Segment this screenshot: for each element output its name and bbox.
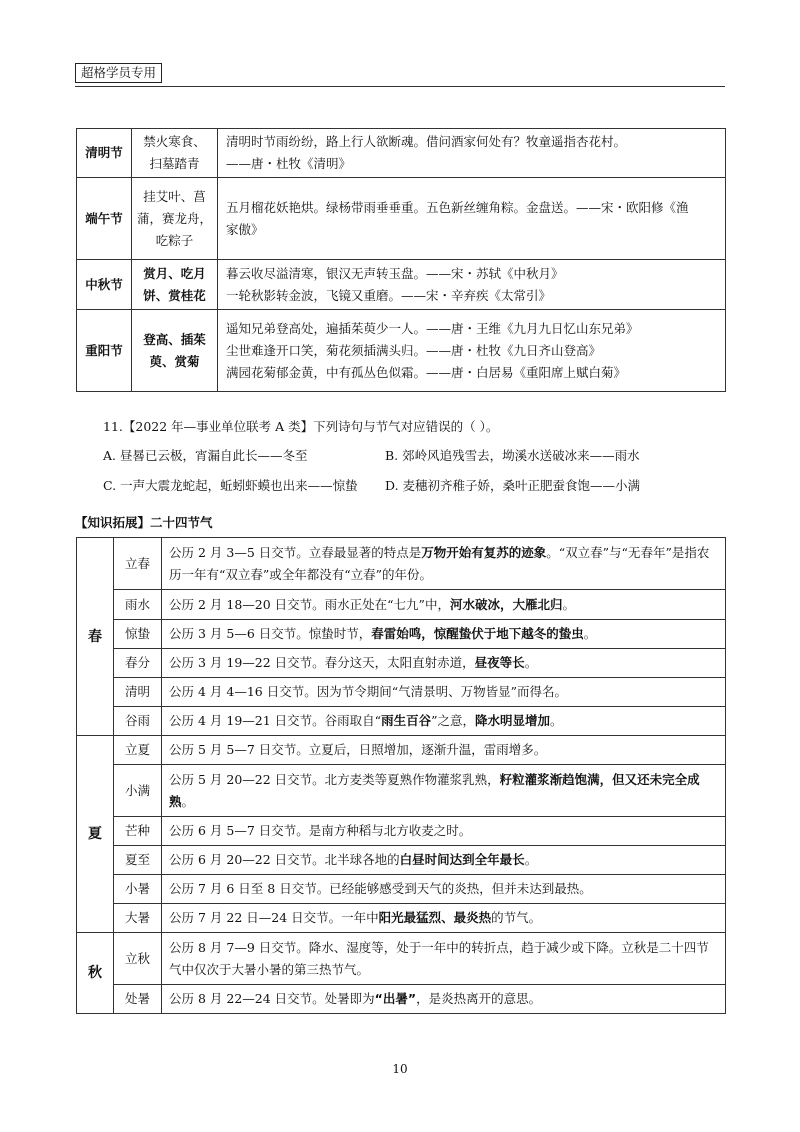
header-tag: 超格学员专用 [75, 63, 162, 83]
solar-term-row [77, 620, 726, 649]
poem-line: 满园花菊郁金黄，中有孤丛色似霜。——唐・白居易《重阳席上赋白菊》 [226, 364, 627, 380]
description-text: 的节气。 [491, 910, 542, 925]
festival-poems [218, 129, 726, 178]
highlight-text: 河水破冰，大雁北归 [449, 596, 563, 612]
highlight-text: 阳光最猛烈、最炎热 [378, 910, 492, 925]
festival-customs [132, 129, 218, 178]
poem-line: 遥知兄弟登高处，遍插茱萸少一人。——唐・王维《九月九日忆山东兄弟》 [226, 320, 639, 336]
solar-term-description [162, 620, 726, 649]
festival-row [77, 178, 726, 260]
option-a: A. 昼晷已云极，宵漏自此长——冬至 [103, 448, 308, 463]
festival-table [76, 128, 726, 392]
solar-term-row [77, 817, 726, 846]
solar-term-name: 小满 [114, 765, 162, 817]
solar-term-description [162, 765, 726, 817]
custom-line: 蒲，赛龙舟， [136, 210, 212, 226]
solar-term-name: 雨水 [114, 590, 162, 620]
description-text: 。 [524, 852, 538, 867]
solar-term-name: 处暑 [114, 985, 162, 1014]
poem-line: 家傲》 [226, 221, 264, 237]
custom-line: 吃粽子 [155, 232, 194, 248]
poem-line: ——唐・杜牧《清明》 [226, 156, 352, 171]
solar-term-row [77, 736, 726, 765]
festival-row [77, 260, 726, 310]
solar-term-row [77, 649, 726, 678]
custom-line: 萸、赏菊 [149, 353, 200, 369]
solar-term-row [77, 538, 726, 590]
festival-poems [218, 310, 726, 392]
highlight-text: 春雷始鸣，惊醒蛰伏于地下越冬的蛰虫 [371, 626, 584, 641]
custom-line: 禁火寒食、 [143, 134, 206, 149]
season-label: 春 [77, 538, 114, 736]
solar-term-description [162, 846, 726, 875]
options-row-2 [103, 477, 723, 495]
festival-poems [218, 178, 726, 260]
solar-term-row [77, 590, 726, 620]
option-c: C. 一声大震龙蛇起，蚯蚓虾蟆也出来——惊蛰 [103, 478, 358, 493]
poem-line: 五月榴花妖艳烘。绿杨带雨垂垂重。五色新丝缠角粽。金盘送。——宋・欧阳修《渔 [226, 199, 689, 215]
solar-term-name: 惊蛰 [114, 620, 162, 649]
solar-term-description [162, 736, 726, 765]
highlight-text: “出暑” [374, 991, 417, 1006]
custom-line: 挂艾叶、菖 [143, 188, 206, 204]
festival-name: 端午节 [77, 178, 132, 260]
solar-term-row [77, 707, 726, 736]
poem-line: 尘世难逢开口笑，菊花须插满头归。——唐・杜牧《九日齐山登高》 [226, 342, 602, 358]
description-text: 公历 8 月 22—24 日交节。处暑即为 [169, 991, 375, 1006]
festival-poems [218, 260, 726, 310]
festival-name: 清明节 [77, 129, 132, 178]
description-text: 公历 4 月 19—21 日交节。谷雨取自“ [169, 713, 382, 728]
festival-row [77, 310, 726, 392]
description-text: 公历 6 月 20—22 日交节。北半球各地的 [169, 852, 400, 867]
description-text: 。 [583, 626, 597, 641]
solar-term-name: 谷雨 [114, 707, 162, 736]
option-b: B. 郊岭风追残雪去，坳溪水送破冰来——雨水 [385, 448, 640, 463]
poem-line: 清明时节雨纷纷，路上行人欲断魂。借问酒家何处有？牧童遥指杏花村。 [226, 134, 627, 149]
solar-term-name: 立秋 [114, 933, 162, 985]
description-text: 公历 8 月 7—9 日交节。降水、湿度等，处于一年中的转折点，趋于减少或下降。立秋是二十四节气中仅次于大暑小暑的第三热节气。 [169, 939, 709, 977]
festival-name: 中秋节 [77, 260, 132, 310]
festival-name: 重阳节 [77, 310, 132, 392]
highlight-text: 降水明显增加 [474, 713, 550, 728]
highlight-text: 万物开始有复苏的迹象 [421, 544, 547, 560]
custom-line: 饼、赏桂花 [143, 287, 206, 303]
solar-term-row [77, 765, 726, 817]
solar-term-description [162, 933, 726, 985]
highlight-text: 昼夜等长 [474, 655, 525, 670]
description-text: 公历 3 月 19—22 日交节。春分这天，太阳直射赤道， [169, 655, 475, 670]
season-label: 夏 [77, 736, 114, 933]
solar-term-name: 清明 [114, 678, 162, 707]
solar-term-description [162, 817, 726, 846]
solar-terms-table [76, 537, 726, 1014]
solar-term-description [162, 707, 726, 736]
solar-term-description [162, 538, 726, 590]
header-divider [75, 86, 725, 87]
solar-term-name: 小暑 [114, 875, 162, 904]
description-text: 公历 4 月 4—16 日交节。因为节令期间“气清景明、万物皆显”而得名。 [169, 684, 567, 699]
description-text: 公历 5 月 5—7 日交节。立夏后，日照增加，逐渐升温，雷雨增多。 [169, 742, 547, 757]
solar-term-description [162, 590, 726, 620]
description-text: 公历 3 月 5—6 日交节。惊蛰时节， [169, 626, 372, 641]
festival-customs [132, 260, 218, 310]
description-text: 公历 7 月 6 日至 8 日交节。已经能够感受到天气的炎热，但并未达到最热。 [169, 881, 592, 896]
page-number: 10 [392, 1062, 408, 1076]
festival-customs [132, 178, 218, 260]
season-label: 秋 [77, 933, 114, 1014]
solar-term-description [162, 678, 726, 707]
solar-term-row [77, 904, 726, 933]
question-stem: 11.【2022 年—事业单位联考 A 类】下列诗句与节气对应错误的（ ）。 [103, 419, 499, 434]
festival-row [77, 129, 726, 178]
solar-term-row [77, 846, 726, 875]
custom-line: 赏月、吃月 [143, 265, 206, 281]
custom-line: 登高、插茱 [143, 331, 206, 347]
description-text: 。 [549, 713, 563, 728]
solar-term-name: 立夏 [114, 736, 162, 765]
description-text: 公历 2 月 18—20 日交节。雨水正处在“七九”中， [169, 596, 450, 612]
solar-term-name: 立春 [114, 538, 162, 590]
highlight-text: 白昼时间达到全年最长 [399, 852, 525, 867]
solar-term-description [162, 649, 726, 678]
highlight-text: 雨生百谷 [381, 713, 432, 728]
description-text: 。“双立春”与“无春年”是指农历一年有“双立春”或全年都没有“立春”的年份。 [169, 544, 710, 582]
description-text: 公历 2 月 3—5 日交节。立春最显著的特点是 [169, 544, 422, 560]
solar-term-description [162, 904, 726, 933]
description-text: 公历 5 月 20—22 日交节。北方麦类等夏熟作物灌浆乳熟， [169, 771, 500, 787]
highlight-text: 籽粒灌浆渐趋饱满，但又还未完全成熟 [169, 771, 700, 809]
description-text: 公历 7 月 22 日—24 日交节。一年中 [169, 910, 379, 925]
solar-term-name: 大暑 [114, 904, 162, 933]
solar-term-row [77, 875, 726, 904]
description-text: 。 [181, 793, 195, 809]
solar-term-row [77, 678, 726, 707]
description-text: ”之意， [431, 713, 475, 728]
description-text: 公历 6 月 5—7 日交节。是南方种稻与北方收麦之时。 [169, 823, 472, 838]
festival-customs [132, 310, 218, 392]
solar-term-description [162, 985, 726, 1014]
solar-term-row [77, 933, 726, 985]
description-text: 。 [562, 596, 575, 612]
solar-term-name: 芒种 [114, 817, 162, 846]
solar-term-name: 夏至 [114, 846, 162, 875]
option-d: D. 麦穗初齐稚子娇，桑叶正肥蚕食饱——小满 [385, 478, 641, 493]
poem-line: 一轮秋影转金波，飞镜又重磨。——宋・辛弃疾《太常引》 [226, 287, 552, 303]
poem-line: 暮云收尽溢清寒，银汉无声转玉盘。——宋・苏轼《中秋月》 [226, 265, 564, 281]
solar-term-name: 春分 [114, 649, 162, 678]
solar-term-row [77, 985, 726, 1014]
description-text: 。 [524, 655, 538, 670]
extension-title: 【知识拓展】二十四节气 [75, 515, 213, 530]
custom-line: 扫墓踏青 [149, 156, 200, 171]
options-row-1 [103, 447, 723, 465]
description-text: ，是炎热离开的意思。 [416, 991, 542, 1006]
solar-term-description [162, 875, 726, 904]
